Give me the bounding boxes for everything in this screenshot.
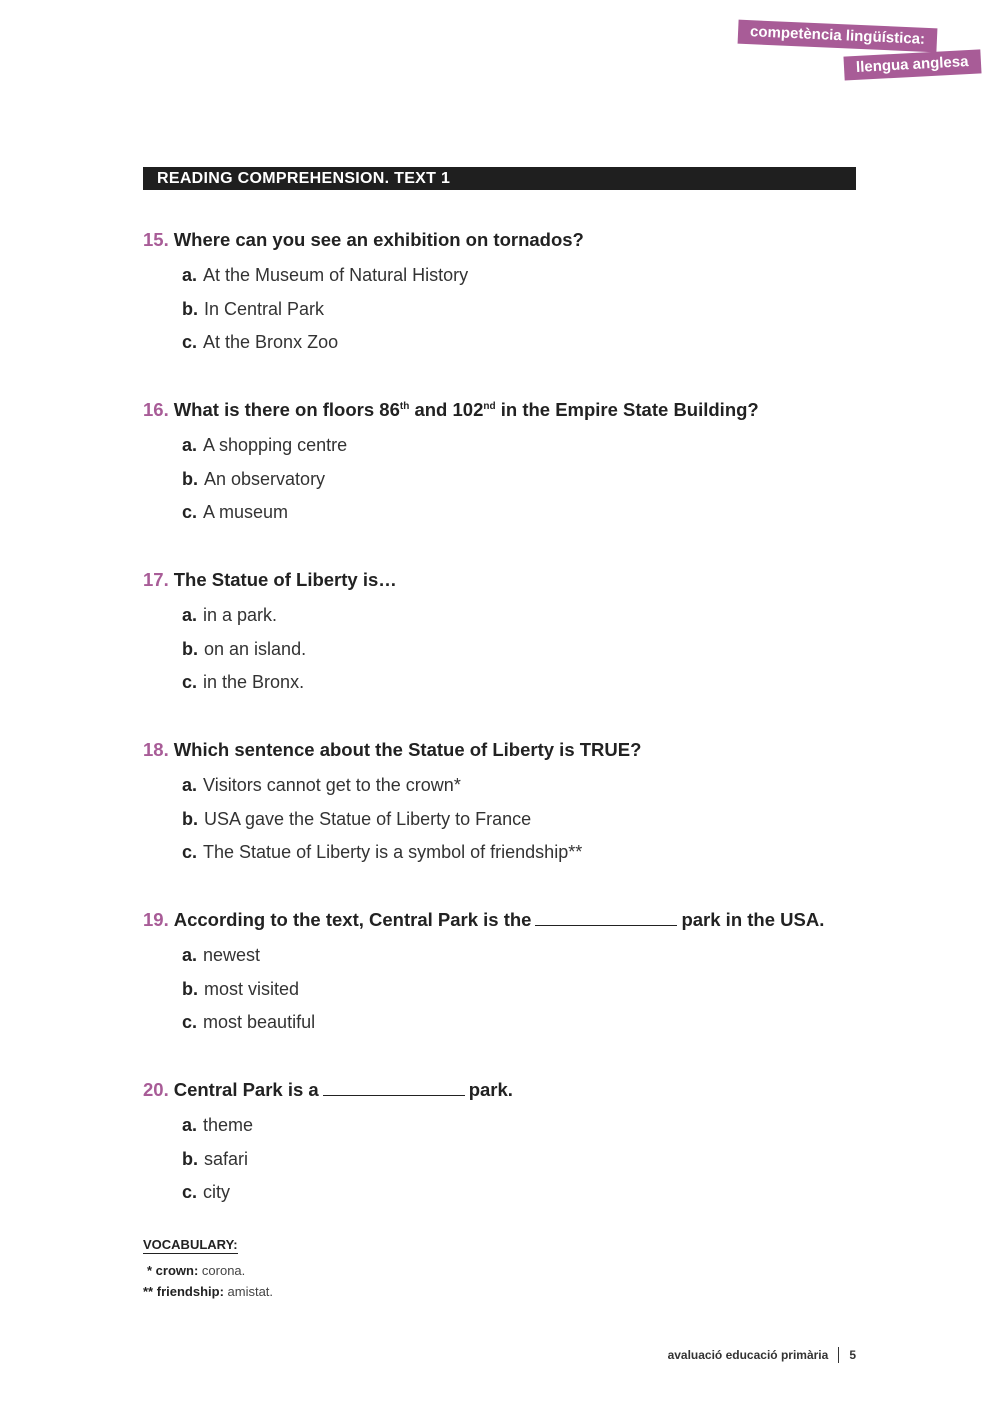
option-letter: b. bbox=[182, 1148, 198, 1169]
option-a[interactable] bbox=[143, 604, 883, 638]
option-text: The Statue of Liberty is a symbol of friendship** bbox=[203, 842, 583, 862]
option-a[interactable] bbox=[143, 434, 883, 468]
answer-blank bbox=[535, 911, 677, 926]
question-20 bbox=[143, 1078, 883, 1215]
page-number: 5 bbox=[849, 1348, 856, 1362]
vocabulary-title: VOCABULARY: bbox=[143, 1237, 238, 1252]
question-15 bbox=[143, 228, 883, 365]
question-title bbox=[143, 398, 883, 422]
options-list bbox=[143, 604, 883, 705]
question-16 bbox=[143, 398, 883, 535]
option-letter: b. bbox=[182, 978, 198, 999]
option-a[interactable] bbox=[143, 944, 883, 978]
question-text-after: park. bbox=[468, 1079, 513, 1100]
question-18 bbox=[143, 738, 883, 875]
question-text-after: park in the USA. bbox=[681, 909, 825, 930]
vocab-definition: corona. bbox=[198, 1263, 246, 1278]
section-title-bar: READING COMPREHENSION. TEXT 1 bbox=[143, 167, 856, 190]
question-title bbox=[143, 568, 883, 592]
options-list bbox=[143, 1114, 883, 1215]
option-a[interactable] bbox=[143, 774, 883, 808]
option-text: on an island. bbox=[204, 638, 307, 659]
footer-divider bbox=[838, 1347, 839, 1363]
question-19 bbox=[143, 908, 883, 1045]
question-title bbox=[143, 228, 883, 252]
option-c[interactable] bbox=[143, 841, 883, 875]
question-17 bbox=[143, 568, 883, 705]
vocab-term: crown: bbox=[155, 1263, 199, 1278]
question-number: 18. bbox=[143, 739, 169, 760]
option-text: city bbox=[203, 1182, 231, 1202]
option-letter: b. bbox=[182, 298, 198, 319]
option-letter: c. bbox=[182, 1182, 198, 1202]
option-text: A museum bbox=[203, 502, 289, 522]
question-number: 19. bbox=[143, 909, 169, 930]
footer-text: avaluació educació primària bbox=[667, 1348, 829, 1362]
option-a[interactable] bbox=[143, 264, 883, 298]
question-title bbox=[143, 738, 883, 762]
option-b[interactable] bbox=[143, 298, 883, 332]
question-text: The Statue of Liberty is… bbox=[173, 569, 397, 590]
page-footer bbox=[668, 1347, 856, 1363]
option-b[interactable] bbox=[143, 1148, 883, 1182]
question-title bbox=[143, 908, 883, 932]
option-text: At the Museum of Natural History bbox=[203, 265, 469, 285]
option-text: in a park. bbox=[203, 605, 278, 625]
option-text: USA gave the Statue of Liberty to France bbox=[204, 808, 532, 829]
option-letter: c. bbox=[182, 332, 198, 352]
option-letter: c. bbox=[182, 672, 198, 692]
option-text: most beautiful bbox=[203, 1012, 316, 1032]
question-number: 16. bbox=[143, 399, 169, 420]
options-list bbox=[143, 774, 883, 875]
vocab-marker: ** bbox=[143, 1284, 157, 1299]
option-c[interactable] bbox=[143, 501, 883, 535]
option-c[interactable] bbox=[143, 671, 883, 705]
vocabulary-item bbox=[147, 1263, 245, 1278]
option-letter: a. bbox=[182, 605, 198, 625]
options-list bbox=[143, 434, 883, 535]
question-title bbox=[143, 1078, 883, 1102]
option-letter: a. bbox=[182, 1115, 198, 1135]
option-b[interactable] bbox=[143, 638, 883, 672]
option-letter: a. bbox=[182, 435, 198, 455]
option-text: theme bbox=[203, 1115, 254, 1135]
option-text: safari bbox=[204, 1148, 249, 1169]
question-number: 15. bbox=[143, 229, 169, 250]
question-text-part3: in the Empire State Building? bbox=[495, 399, 759, 420]
subject-tag-line2: llengua anglesa bbox=[843, 49, 981, 80]
superscript-th: th bbox=[399, 401, 410, 412]
option-text: A shopping centre bbox=[203, 435, 348, 455]
vocab-marker: * bbox=[147, 1263, 156, 1278]
question-text-before: According to the text, Central Park is the bbox=[173, 909, 532, 930]
option-b[interactable] bbox=[143, 468, 883, 502]
question-text: Where can you see an exhibition on tornados? bbox=[173, 229, 584, 250]
option-text: In Central Park bbox=[204, 298, 325, 319]
option-letter: a. bbox=[182, 945, 198, 965]
answer-blank bbox=[323, 1081, 465, 1096]
superscript-nd: nd bbox=[483, 401, 496, 412]
option-text: in the Bronx. bbox=[203, 672, 305, 692]
option-letter: c. bbox=[182, 1012, 198, 1032]
vocabulary-item bbox=[143, 1284, 273, 1299]
option-letter: b. bbox=[182, 638, 198, 659]
option-c[interactable] bbox=[143, 1181, 883, 1215]
vocab-definition: amistat. bbox=[223, 1284, 274, 1299]
option-letter: c. bbox=[182, 502, 198, 522]
option-letter: b. bbox=[182, 808, 198, 829]
options-list bbox=[143, 264, 883, 365]
option-b[interactable] bbox=[143, 978, 883, 1012]
option-text: At the Bronx Zoo bbox=[203, 332, 339, 352]
question-number: 20. bbox=[143, 1079, 169, 1100]
vocab-term: friendship: bbox=[156, 1284, 224, 1299]
option-text: most visited bbox=[204, 978, 300, 999]
option-a[interactable] bbox=[143, 1114, 883, 1148]
option-letter: a. bbox=[182, 775, 198, 795]
option-text: newest bbox=[203, 945, 261, 965]
question-text: Which sentence about the Statue of Liberty is TRUE? bbox=[173, 739, 642, 760]
option-letter: a. bbox=[182, 265, 198, 285]
question-text-part2: and 102 bbox=[409, 399, 484, 420]
option-c[interactable] bbox=[143, 1011, 883, 1045]
question-text-part1: What is there on floors 86 bbox=[173, 399, 400, 420]
question-text-before: Central Park is a bbox=[173, 1079, 319, 1100]
subject-tag-line1: competència lingüística: bbox=[738, 20, 938, 53]
option-letter: c. bbox=[182, 842, 198, 862]
option-text: An observatory bbox=[204, 468, 326, 489]
question-number: 17. bbox=[143, 569, 169, 590]
options-list bbox=[143, 944, 883, 1045]
option-letter: b. bbox=[182, 468, 198, 489]
option-b[interactable] bbox=[143, 808, 883, 842]
option-text: Visitors cannot get to the crown* bbox=[203, 775, 461, 795]
option-c[interactable] bbox=[143, 331, 883, 365]
